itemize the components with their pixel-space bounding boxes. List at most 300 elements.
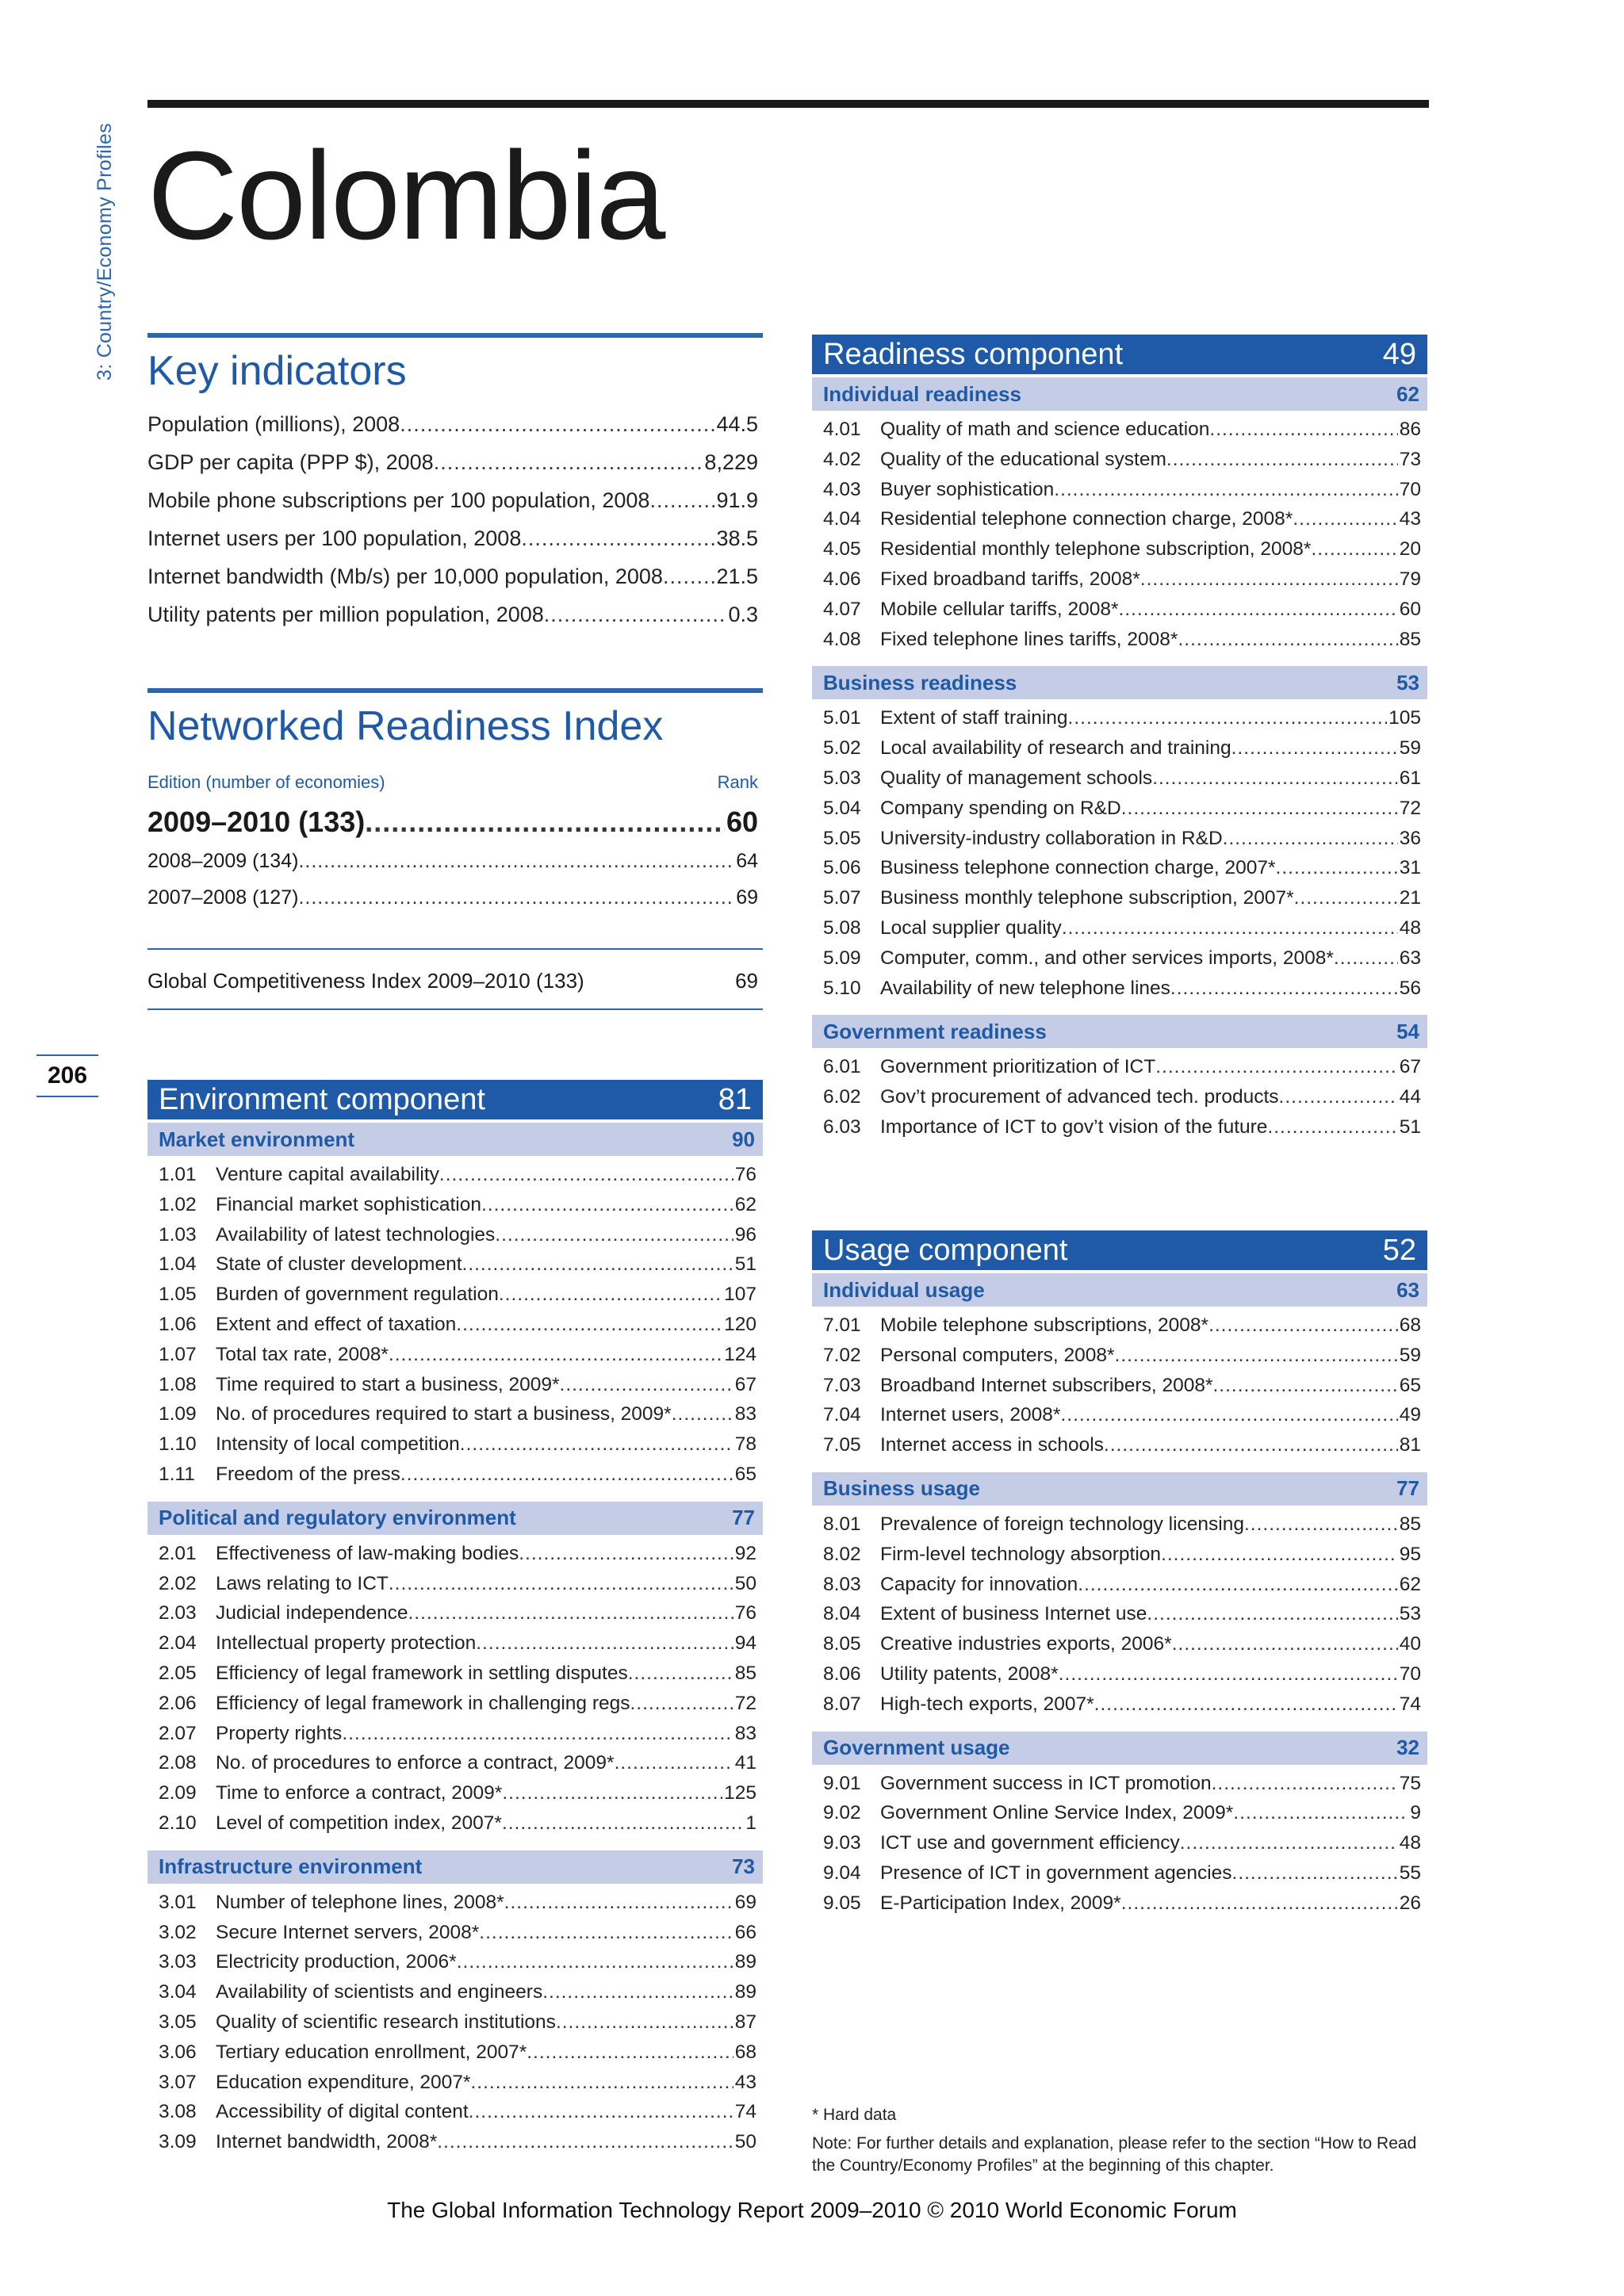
page-title: Colombia — [147, 126, 665, 266]
pillar-rank: 77 — [1396, 1476, 1419, 1501]
indicator-rank: 78 — [734, 1433, 756, 1456]
indicator-row — [159, 1632, 756, 1663]
key-indicators-heading: Key indicators — [147, 348, 407, 394]
pillar-header — [147, 1123, 763, 1156]
indicator-label: Venture capital availability — [216, 1164, 439, 1185]
dot-leader — [481, 1194, 733, 1216]
nri-rule — [147, 688, 763, 693]
indicator-code: 1.05 — [159, 1284, 197, 1306]
indicator-row — [159, 1164, 756, 1194]
dot-leader — [1152, 767, 1398, 790]
pillar-rank: 62 — [1396, 381, 1419, 406]
page-number-box — [36, 1054, 98, 1097]
pillar-rank: 90 — [732, 1127, 755, 1151]
dot-leader — [672, 1403, 733, 1425]
dot-leader — [400, 412, 714, 437]
nri-edition-label: 2008–2009 (134) — [147, 850, 299, 872]
nri-edition-row — [147, 886, 758, 923]
indicator-row — [823, 508, 1421, 538]
indicator-code: 3.05 — [159, 2011, 197, 2033]
dot-leader — [499, 1284, 722, 1306]
indicator-label: Local supplier quality — [880, 916, 1062, 939]
indicator-row — [823, 1603, 1421, 1633]
gci-rank: 69 — [735, 969, 758, 993]
dot-leader — [1279, 1086, 1398, 1108]
indicator-code: 1.11 — [159, 1463, 195, 1485]
indicator-label: Tertiary education enrollment, 2007* — [216, 2041, 527, 2063]
environment-component-header — [147, 1080, 763, 1119]
indicator-code: 2.09 — [159, 1782, 197, 1804]
key-indicator-row — [147, 412, 758, 450]
indicator-rank: 66 — [734, 1921, 756, 1943]
indicator-rank: 68 — [1399, 1314, 1421, 1336]
dot-leader — [1119, 599, 1398, 621]
pillar-rank: 77 — [732, 1506, 755, 1530]
pillar-header — [812, 1015, 1427, 1048]
indicator-code: 5.09 — [823, 947, 861, 969]
dot-leader — [1172, 1633, 1398, 1655]
key-indicators-rule — [147, 333, 763, 338]
indicator-rank: 105 — [1388, 707, 1421, 729]
dot-leader — [1213, 1375, 1398, 1397]
dot-leader — [502, 1812, 744, 1835]
nri-current-rank: 60 — [726, 806, 758, 838]
indicator-label: Fixed broadband tariffs, 2008* — [880, 568, 1140, 590]
indicator-row — [823, 798, 1421, 828]
indicator-code: 3.01 — [159, 1891, 197, 1913]
indicator-label: Importance of ICT to gov’t vision of the future — [880, 1115, 1268, 1138]
dot-leader — [400, 1464, 733, 1486]
indicator-row — [159, 1194, 756, 1224]
usage-component-header — [812, 1230, 1427, 1270]
indicator-code: 8.03 — [823, 1573, 861, 1595]
indicator-row — [159, 1922, 756, 1952]
indicator-row — [823, 767, 1421, 798]
indicator-rank: 86 — [1399, 419, 1421, 440]
pillar-title: Government readiness — [823, 1019, 1047, 1043]
indicator-row — [823, 1832, 1421, 1862]
dot-leader — [1115, 1345, 1398, 1367]
pillar-header — [147, 1502, 763, 1535]
dot-leader — [1121, 798, 1398, 820]
indicator-label: Gov’t procurement of advanced tech. products — [880, 1086, 1279, 1108]
indicator-row — [823, 1345, 1421, 1375]
indicator-rank: 87 — [734, 2011, 756, 2033]
pillar-items — [812, 699, 1427, 1012]
indicator-rank: 96 — [734, 1223, 756, 1246]
indicator-row — [159, 1812, 756, 1843]
indicator-code: 8.06 — [823, 1663, 861, 1685]
indicator-rank: 50 — [734, 2131, 756, 2153]
indicator-row — [823, 1892, 1421, 1923]
indicator-rank: 21 — [1399, 887, 1421, 909]
indicator-code: 4.05 — [823, 538, 861, 561]
indicator-row — [823, 917, 1421, 947]
indicator-code: 2.06 — [159, 1692, 197, 1714]
pillar-rank: 54 — [1396, 1019, 1419, 1043]
indicator-row — [159, 1663, 756, 1693]
pillar-header — [812, 1732, 1427, 1765]
indicator-code: 8.04 — [823, 1603, 861, 1625]
indicator-rank: 62 — [734, 1193, 756, 1215]
pillar-title: Individual readiness — [823, 381, 1021, 406]
indicator-row — [159, 1403, 756, 1433]
nri-heading: Networked Readiness Index — [147, 703, 664, 749]
indicator-rank: 81 — [1399, 1434, 1421, 1456]
indicator-code: 5.01 — [823, 707, 861, 729]
indicator-code: 1.09 — [159, 1403, 197, 1425]
dot-leader — [1078, 1574, 1398, 1596]
usage-component — [812, 1230, 1427, 1927]
indicator-rank: 1 — [745, 1812, 756, 1834]
indicator-label: Education expenditure, 2007* — [216, 2071, 471, 2093]
indicator-rank: 53 — [1399, 1603, 1421, 1625]
indicator-label: Presence of ICT in government agencies — [880, 1862, 1232, 1884]
dot-leader — [615, 1752, 733, 1774]
dot-leader — [663, 564, 714, 589]
indicator-rank: 49 — [1399, 1404, 1421, 1426]
indicator-rank: 95 — [1399, 1543, 1421, 1565]
pillar-header — [812, 1472, 1427, 1506]
indicator-rank: 9 — [1410, 1802, 1421, 1824]
indicator-code: 4.04 — [823, 508, 861, 530]
indicator-label: High-tech exports, 2007* — [880, 1693, 1094, 1715]
indicator-row — [159, 1573, 756, 1603]
indicator-rank: 55 — [1399, 1862, 1421, 1884]
indicator-rank: 31 — [1399, 857, 1421, 879]
pillar-title: Business readiness — [823, 670, 1017, 695]
indicator-rank: 89 — [734, 1981, 756, 2003]
dot-leader — [504, 1892, 733, 1914]
indicator-row — [159, 1981, 756, 2011]
dot-leader — [460, 1433, 733, 1456]
section-side-tab: 3: Country/Economy Profiles — [94, 123, 116, 381]
pillar-items — [812, 1765, 1427, 1927]
pillar-header — [812, 1273, 1427, 1307]
indicator-rank: 48 — [1399, 1832, 1421, 1854]
indicator-label: Government prioritization of ICT — [880, 1056, 1156, 1078]
indicator-row — [159, 1602, 756, 1632]
indicator-code: 3.06 — [159, 2041, 197, 2063]
indicator-label: Total tax rate, 2008* — [216, 1343, 389, 1365]
indicator-code: 1.07 — [159, 1343, 197, 1365]
nri-edition-rank: 64 — [736, 850, 758, 872]
indicator-label: Financial market sophistication — [216, 1193, 481, 1215]
indicator-rank: 59 — [1399, 1344, 1421, 1366]
indicator-code: 5.06 — [823, 857, 861, 879]
dot-leader — [1276, 857, 1398, 879]
pillar-items — [812, 411, 1427, 663]
dot-leader — [649, 488, 714, 513]
indicator-label: Internet users, 2008* — [880, 1404, 1061, 1426]
indicator-row — [823, 887, 1421, 917]
indicator-code: 6.01 — [823, 1056, 861, 1078]
key-indicator-value: 44.5 — [716, 412, 758, 436]
indicator-code: 3.04 — [159, 1981, 197, 2003]
indicator-rank: 60 — [1399, 598, 1421, 620]
dot-leader — [408, 1602, 733, 1624]
pillar-rank: 73 — [732, 1854, 755, 1879]
dot-leader — [1155, 1056, 1398, 1078]
pillar-items — [147, 1535, 763, 1847]
indicator-row — [159, 1314, 756, 1344]
indicator-code: 3.09 — [159, 2131, 197, 2153]
indicator-row — [159, 1284, 756, 1314]
indicator-rank: 79 — [1399, 568, 1421, 590]
indicator-code: 1.10 — [159, 1433, 197, 1456]
key-indicator-value: 91.9 — [716, 488, 758, 512]
indicator-code: 1.08 — [159, 1373, 197, 1395]
indicator-code: 2.05 — [159, 1662, 197, 1684]
indicator-rank: 41 — [734, 1752, 756, 1774]
indicator-label: Creative industries exports, 2006* — [880, 1633, 1172, 1655]
indicator-rank: 51 — [1399, 1115, 1421, 1138]
key-indicator-value: 8,229 — [704, 450, 758, 474]
dot-leader — [1293, 508, 1397, 530]
indicator-row — [159, 1951, 756, 1981]
component-title: Usage component — [823, 1233, 1068, 1267]
dot-leader — [1140, 568, 1398, 591]
indicator-row — [159, 1253, 756, 1284]
indicator-row — [823, 1773, 1421, 1803]
dot-leader — [434, 450, 703, 475]
indicator-code: 7.01 — [823, 1314, 861, 1336]
indicator-code: 2.02 — [159, 1572, 197, 1594]
dot-leader — [1232, 1862, 1398, 1885]
indicator-rank: 74 — [1399, 1693, 1421, 1715]
indicator-row — [159, 1464, 756, 1494]
indicator-label: Mobile cellular tariffs, 2008* — [880, 598, 1119, 620]
dot-leader — [542, 1981, 733, 2003]
indicator-row — [159, 1723, 756, 1753]
indicator-row — [823, 629, 1421, 659]
indicator-label: Efficiency of legal framework in settling disputes — [216, 1662, 628, 1684]
indicator-rank: 67 — [1399, 1056, 1421, 1078]
indicator-code: 5.07 — [823, 887, 861, 909]
indicator-rank: 50 — [734, 1572, 756, 1594]
indicator-code: 5.04 — [823, 797, 861, 819]
indicator-rank: 73 — [1399, 448, 1421, 470]
indicator-code: 3.03 — [159, 1951, 197, 1973]
indicator-code: 5.05 — [823, 827, 861, 849]
page-footer: The Global Information Technology Report 2009–2010 © 2010 World Economic Forum — [387, 2198, 1237, 2222]
indicator-code: 3.08 — [159, 2101, 197, 2123]
indicator-label: Level of competition index, 2007* — [216, 1812, 502, 1834]
dot-leader — [1121, 1892, 1398, 1915]
indicator-rank: 124 — [724, 1343, 756, 1365]
indicator-label: Buyer sophistication — [880, 478, 1055, 500]
pillar-header — [812, 666, 1427, 699]
page-number: 206 — [47, 1062, 88, 1089]
indicator-label: Burden of government regulation — [216, 1284, 499, 1306]
indicator-rank: 51 — [734, 1253, 756, 1276]
dot-leader — [1334, 947, 1398, 970]
indicator-rank: 67 — [734, 1373, 756, 1395]
dot-leader — [628, 1663, 733, 1685]
top-rule — [147, 100, 1429, 108]
indicator-rank: 59 — [1399, 737, 1421, 760]
pillar-rank: 53 — [1396, 670, 1419, 695]
indicator-code: 4.07 — [823, 598, 861, 620]
indicator-code: 1.01 — [159, 1164, 197, 1185]
indicator-rank: 94 — [734, 1632, 756, 1655]
indicator-label: Number of telephone lines, 2008* — [216, 1891, 504, 1913]
indicator-rank: 76 — [734, 1164, 756, 1185]
indicator-row — [823, 1086, 1421, 1116]
indicator-row — [823, 1314, 1421, 1345]
indicator-code: 9.01 — [823, 1772, 861, 1794]
indicator-label: Prevalence of foreign technology licensing — [880, 1513, 1244, 1535]
indicator-rank: 26 — [1399, 1892, 1421, 1914]
indicator-row — [823, 479, 1421, 509]
indicator-row — [823, 1513, 1421, 1544]
indicator-row — [823, 1862, 1421, 1892]
indicator-rank: 44 — [1399, 1086, 1421, 1108]
dot-leader — [479, 1922, 733, 1944]
dot-leader — [298, 850, 734, 873]
indicator-row — [159, 1224, 756, 1254]
indicator-rank: 40 — [1399, 1633, 1421, 1655]
dot-leader — [342, 1723, 733, 1745]
indicator-label: Computer, comm., and other services imports, 2008* — [880, 947, 1334, 969]
indicator-label: Electricity production, 2006* — [216, 1951, 457, 1973]
indicator-rank: 69 — [734, 1891, 756, 1913]
indicator-rank: 43 — [734, 2071, 756, 2093]
indicator-label: ICT use and government efficiency — [880, 1832, 1180, 1854]
indicator-label: Personal computers, 2008* — [880, 1344, 1115, 1366]
key-indicator-label: Population (millions), 2008 — [147, 412, 400, 436]
indicator-code: 7.04 — [823, 1404, 861, 1426]
component-title: Environment component — [159, 1082, 485, 1116]
dot-leader — [495, 1224, 733, 1246]
indicator-row — [159, 2072, 756, 2102]
indicator-rank: 65 — [1399, 1374, 1421, 1396]
indicator-row — [823, 947, 1421, 978]
indicator-label: Efficiency of legal framework in challenging regs — [216, 1692, 630, 1714]
dot-leader — [1244, 1513, 1398, 1536]
indicator-label: Firm-level technology absorption — [880, 1543, 1162, 1565]
dot-leader — [1062, 917, 1398, 939]
dot-leader — [560, 1374, 733, 1396]
dot-leader — [1161, 1544, 1398, 1566]
key-indicator-row — [147, 564, 758, 603]
indicator-row — [823, 828, 1421, 858]
indicator-row — [159, 1752, 756, 1782]
key-indicator-label: Internet users per 100 population, 2008 — [147, 526, 522, 550]
indicator-label: Extent of business Internet use — [880, 1603, 1147, 1625]
indicator-rank: 125 — [724, 1782, 756, 1804]
dot-leader — [1054, 479, 1397, 501]
indicator-row — [159, 1344, 756, 1374]
indicator-label: Business telephone connection charge, 2007* — [880, 857, 1276, 879]
indicator-rank: 85 — [734, 1662, 756, 1684]
indicator-label: No. of procedures required to start a business, 2009* — [216, 1403, 672, 1425]
indicator-row — [823, 1802, 1421, 1832]
pillar-items — [812, 1307, 1427, 1469]
nri-subheader — [147, 772, 758, 793]
indicator-rank: 70 — [1399, 1663, 1421, 1685]
nri-current-edition — [147, 806, 758, 839]
indicator-label: Secure Internet servers, 2008* — [216, 1921, 480, 1943]
indicator-code: 9.03 — [823, 1832, 861, 1854]
indicator-code: 1.02 — [159, 1193, 197, 1215]
indicator-rank: 70 — [1399, 478, 1421, 500]
indicator-label: Business monthly telephone subscription, 2007* — [880, 887, 1294, 909]
indicator-row — [159, 1693, 756, 1723]
key-indicator-row — [147, 603, 758, 641]
indicator-row — [823, 1404, 1421, 1434]
dot-leader — [1209, 419, 1397, 441]
gci-row — [147, 969, 758, 993]
dot-leader — [1267, 1116, 1397, 1138]
indicator-row — [823, 419, 1421, 449]
indicator-rank: 62 — [1399, 1573, 1421, 1595]
indicator-row — [823, 1056, 1421, 1086]
indicator-row — [159, 1433, 756, 1464]
indicator-row — [159, 2011, 756, 2042]
indicator-label: Government success in ICT promotion — [880, 1772, 1212, 1794]
indicator-label: Quality of the educational system — [880, 448, 1166, 470]
indicator-row — [823, 737, 1421, 767]
pillar-header — [812, 377, 1427, 411]
dot-leader — [521, 526, 714, 551]
dot-leader — [1166, 449, 1398, 471]
environment-component — [147, 1080, 763, 2166]
pillar-title: Business usage — [823, 1476, 980, 1501]
indicator-label: Time to enforce a contract, 2009* — [216, 1782, 503, 1804]
component-title: Readiness component — [823, 337, 1124, 371]
dot-leader — [1180, 1832, 1398, 1854]
indicator-row — [159, 1543, 756, 1573]
indicator-row — [159, 2042, 756, 2072]
key-indicator-row — [147, 488, 758, 526]
pillar-items — [812, 1506, 1427, 1728]
dot-leader — [437, 2131, 733, 2153]
pillar-rank: 63 — [1396, 1277, 1419, 1302]
indicator-label: Capacity for innovation — [880, 1573, 1078, 1595]
component-rank: 49 — [1382, 337, 1416, 371]
profile-note: Note: For further details and explanation, please refer to the section “How to Read the Country/Economy Profiles” at the beginning of this chapter. — [812, 2134, 1417, 2175]
pillar-items — [812, 1048, 1427, 1150]
indicator-code: 8.01 — [823, 1513, 861, 1535]
dot-leader — [456, 1314, 722, 1336]
indicator-code: 2.04 — [159, 1632, 197, 1655]
indicator-label: Availability of latest technologies — [216, 1223, 496, 1246]
indicator-row — [159, 2131, 756, 2161]
gci-bottom-rule — [147, 1008, 763, 1010]
indicator-rank: 89 — [734, 1951, 756, 1973]
dot-leader — [556, 2011, 733, 2034]
dot-leader — [1208, 1314, 1398, 1337]
indicator-label: Time required to start a business, 2009* — [216, 1373, 560, 1395]
nri-current-label: 2009–2010 (133) — [147, 806, 366, 838]
indicator-row — [823, 857, 1421, 887]
dot-leader — [630, 1693, 733, 1715]
indicator-rank: 76 — [734, 1602, 756, 1624]
dot-leader — [1059, 1663, 1398, 1686]
indicator-label: Judicial independence — [216, 1602, 408, 1624]
indicator-label: Fixed telephone lines tariffs, 2008* — [880, 628, 1178, 650]
indicator-row — [823, 707, 1421, 737]
readiness-component-header — [812, 335, 1427, 374]
indicator-rank: 68 — [734, 2041, 756, 2063]
indicator-rank: 107 — [724, 1284, 756, 1306]
indicator-rank: 85 — [1399, 628, 1421, 650]
indicator-code: 7.02 — [823, 1344, 861, 1366]
dot-leader — [1147, 1603, 1397, 1625]
indicator-label: Availability of scientists and engineers — [216, 1981, 543, 2003]
indicator-label: State of cluster development — [216, 1253, 462, 1276]
